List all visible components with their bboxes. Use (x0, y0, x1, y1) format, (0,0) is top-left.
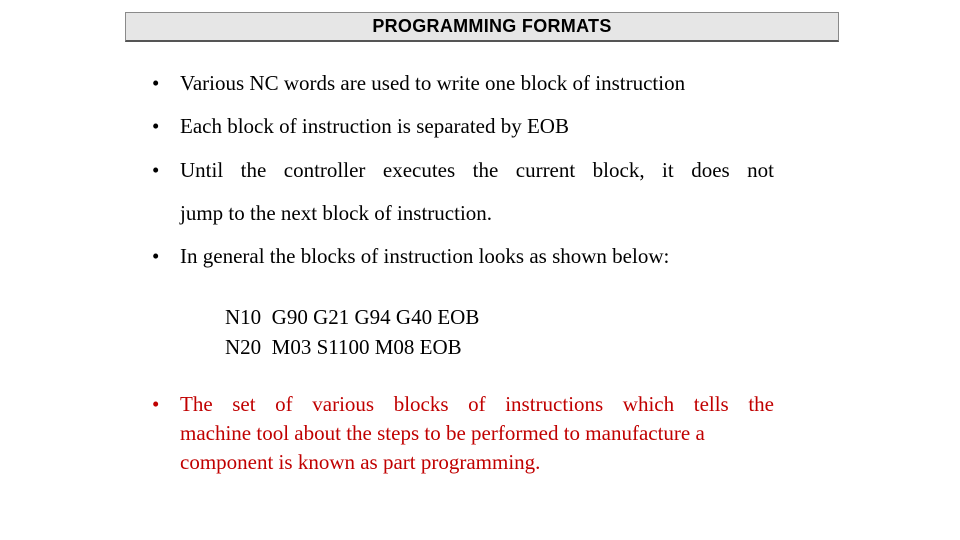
bullet-text: In general the blocks of instruction looks as shown below: (180, 244, 670, 268)
code-line: N20 M03 S1100 M08 EOB (225, 335, 462, 359)
highlight-line: machine tool about the steps to be performed to manufacture a (180, 421, 705, 445)
code-line: N10 G90 G21 G94 G40 EOB (225, 305, 480, 329)
bullet-icon: • (152, 158, 160, 182)
bullet-text-line-1: Until the controller executes the current block, it does not (180, 158, 774, 182)
title-bar (125, 12, 839, 42)
highlight-text (180, 390, 774, 477)
bullet-text: Each block of instruction is separated by EOB (180, 114, 569, 138)
highlight-line: component is known as part programming. (180, 450, 541, 474)
bullet-icon: • (152, 244, 160, 268)
bullet-text: Various NC words are used to write one block of instruction (180, 71, 686, 95)
bullet-icon: • (152, 114, 160, 138)
bullet-icon: • (152, 71, 160, 95)
bullet-text-line-2: jump to the next block of instruction. (180, 201, 493, 225)
bullet-icon: • (152, 392, 160, 416)
highlight-line: The set of various blocks of instructions which tells the (180, 392, 774, 416)
page-title: PROGRAMMING FORMATS (372, 16, 612, 36)
